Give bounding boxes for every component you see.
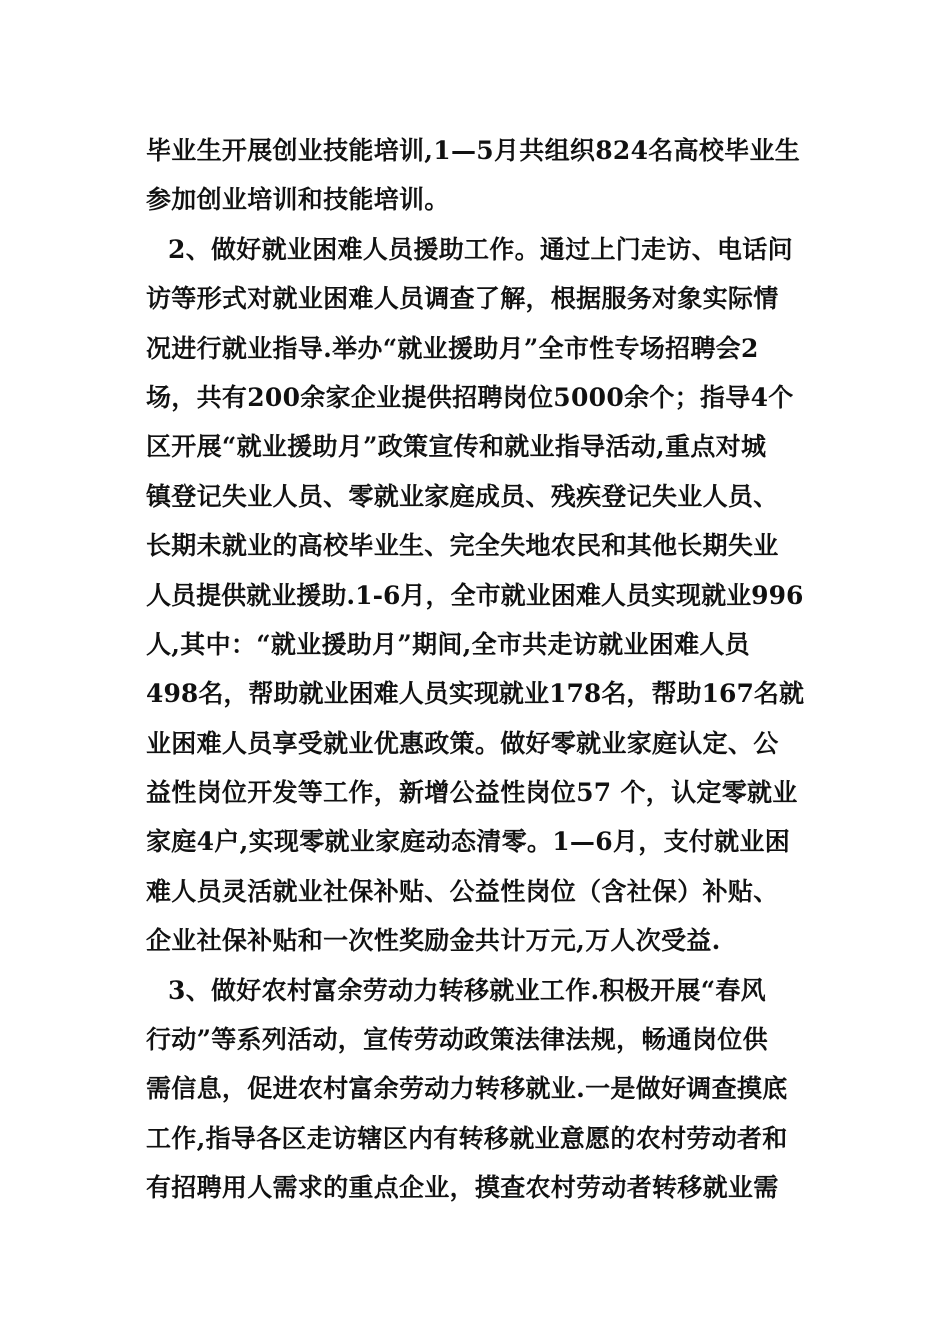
text-line: 业困难人员享受就业优惠政策。做好零就业家庭认定、公 xyxy=(146,728,779,758)
text-line: 家庭4户,实现零就业家庭动态清零。1—6月，支付就业困 xyxy=(146,827,790,857)
text-line: 长期未就业的高校毕业生、完全失地农民和其他长期失业 xyxy=(146,531,779,561)
text-line: 毕业生开展创业技能培训,1—5月共组织824名高校毕业生 xyxy=(146,136,801,165)
text-line: 益性岗位开发等工作，新增公益性岗位57 个，认定零就业 xyxy=(146,778,798,808)
text-line: 场，共有200余家企业提供招聘岗位5000余个；指导4个 xyxy=(146,382,794,412)
text-line: 498名，帮助就业困难人员实现就业178名，帮助167名就 xyxy=(146,679,805,709)
text-line: 镇登记失业人员、零就业家庭成员、残疾登记失业人员、 xyxy=(146,481,779,511)
text-line: 况进行就业指导.举办“就业援助月”全市性专场招聘会2 xyxy=(146,333,759,363)
text-line: 行动”等系列活动，宣传劳动政策法律法规，畅通岗位供 xyxy=(146,1025,768,1055)
paragraph-start-line: 3、做好农村富余劳动力转移就业工作.积极开展“春风 xyxy=(168,975,766,1005)
text-line: 访等形式对就业困难人员调查了解，根据服务对象实际情 xyxy=(146,284,779,314)
text-line: 区开展“就业援助月”政策宣传和就业指导活动,重点对城 xyxy=(146,432,767,462)
text-line: 有招聘用人需求的重点企业，摸查农村劳动者转移就业需 xyxy=(146,1173,779,1203)
text-line: 人员提供就业援助.1-6月，全市就业困难人员实现就业996 xyxy=(146,580,804,610)
text-line: 需信息，促进农村富余劳动力转移就业.一是做好调查摸底 xyxy=(146,1074,788,1104)
paragraph-start-line: 2、做好就业困难人员援助工作。通过上门走访、电话问 xyxy=(168,234,793,264)
text-line: 企业社保补贴和一次性奖励金共计万元,万人次受益. xyxy=(146,926,721,956)
text-line: 参加创业培训和技能培训。 xyxy=(146,185,450,215)
text-line: 工作,指导各区走访辖区内有转移就业意愿的农村劳动者和 xyxy=(146,1123,788,1153)
text-line: 人,其中：“就业援助月”期间,全市共走访就业困难人员 xyxy=(146,629,750,659)
body-text xyxy=(146,126,810,1213)
text-line: 难人员灵活就业社保补贴、公益性岗位（含社保）补贴、 xyxy=(146,876,779,906)
